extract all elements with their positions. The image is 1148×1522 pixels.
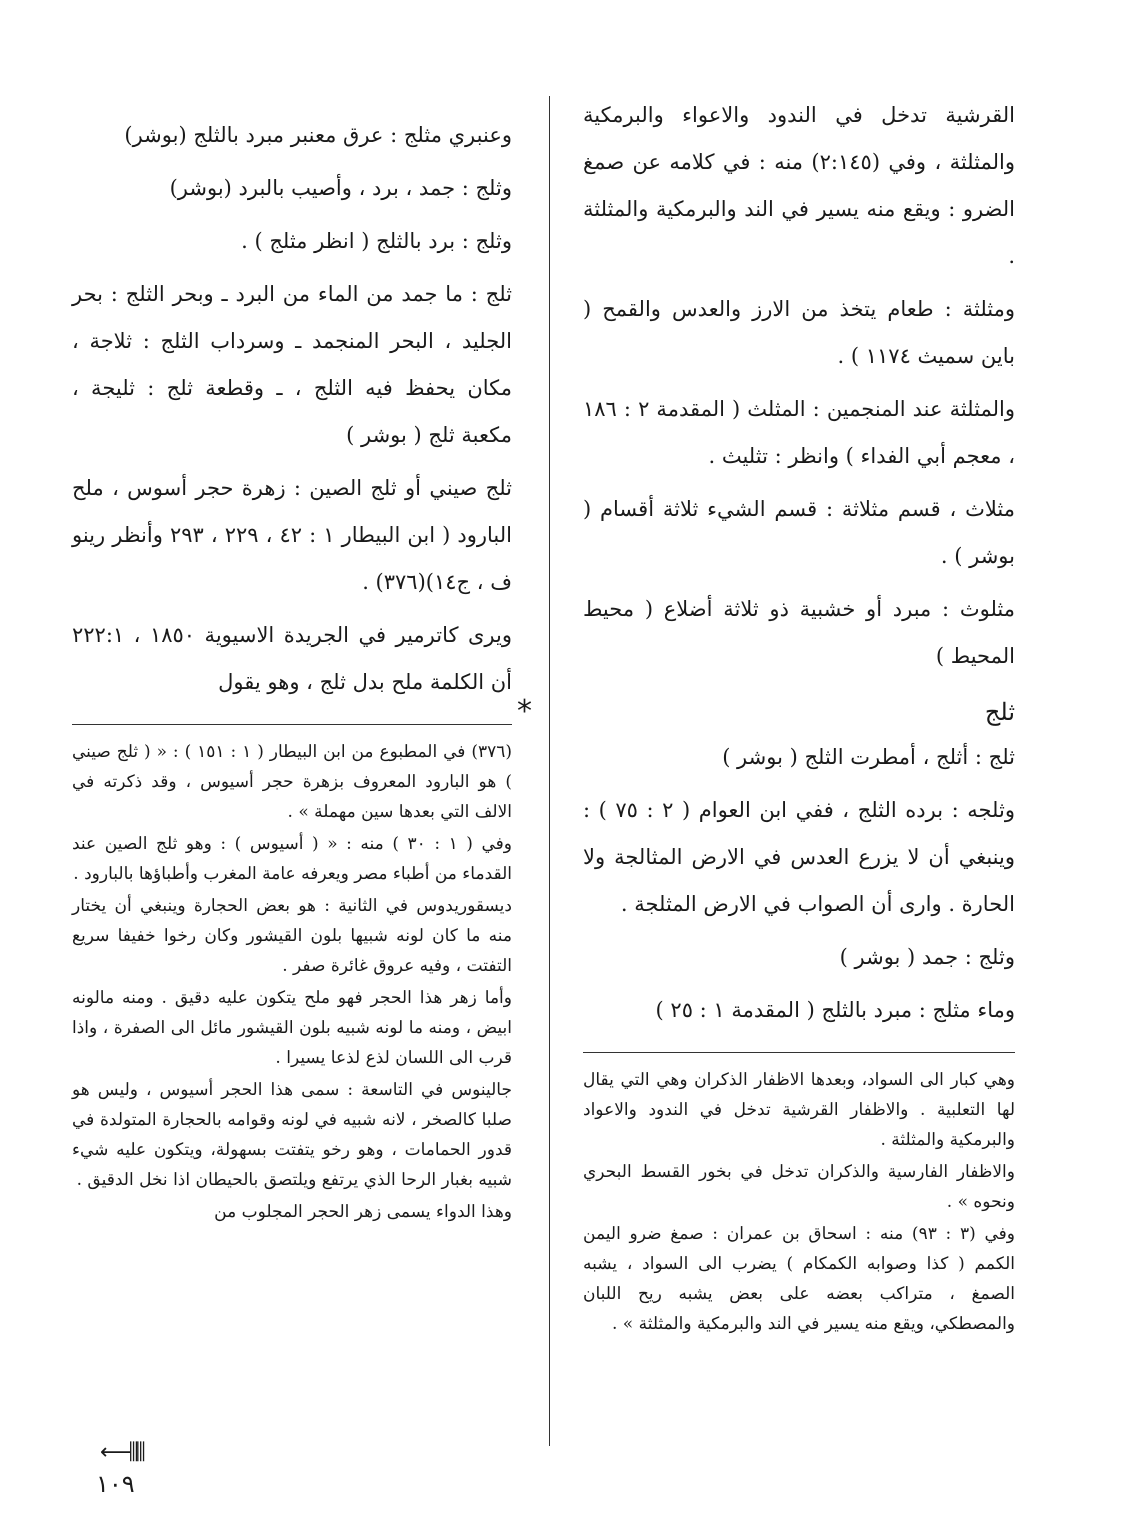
footnote: والاظفار الفارسية والذكران تدخل في بخور القسط البحري ونحوه » . bbox=[583, 1162, 1015, 1212]
right-main-text bbox=[517, 92, 1015, 1034]
footnote: ديسقوريدوس في الثانية : هو بعض الحجارة وينبغي أن يختار منه ما كان لونه شبيها بلون القيشور وكان رخوا خفيفا سريع التفتت ، وفيه عروق غائرة صفر . bbox=[72, 896, 512, 976]
left-column bbox=[72, 112, 512, 1229]
paragraph: وثلج : جمد ( بوشر ) bbox=[839, 945, 1015, 969]
paragraph: مثلوث : مبرد أو خشبية ذو ثلاثة أضلاع ( محيط المحيط ) bbox=[583, 597, 1015, 668]
paragraph: وثلج : جمد ، برد ، وأصيب بالبرد (بوشر) bbox=[169, 176, 512, 200]
column-divider bbox=[549, 96, 550, 1446]
paragraph: ويرى كاترمير في الجريدة الاسيوية ١٨٥٠ ، ٢٢٢:١ أن الكلمة ملح بدل ثلج ، وهو يقول bbox=[72, 623, 512, 694]
footnote: جالينوس في التاسعة : سمى هذا الحجر أسيوس ، وليس هو صلبا كالصخر ، لانه شبيه في لونه وقوامه بالحجارة المتولدة في قدور الحمامات ، وهو رخو يتفتت بسهولة، ويتكون عليه شيء شبيه بغبار الرحا الذي يرتفع ويلتصق بالحيطان اذا نخل الدقيق . bbox=[72, 1080, 512, 1190]
entry-heading bbox=[517, 690, 1015, 734]
footnote-divider bbox=[72, 724, 512, 725]
paragraph: والمثلثة عند المنجمين : المثلث ( المقدمة ٢ : ١٨٦ ، معجم أبي الفداء ) وانظر : تثليث . bbox=[583, 397, 1015, 468]
footnote: وأما زهر هذا الحجر فهو ملح يتكون عليه دقيق . ومنه مالونه ابيض ، ومنه ما لونه شبيه بلون القيشور مائل الى الصفرة ، واذا قرب الى اللسان لذع لذعا يسيرا . bbox=[72, 988, 512, 1068]
asterisk-icon: * bbox=[517, 694, 532, 729]
paragraph: ثلج : أثلج ، أمطرت الثلج ( بوشر ) bbox=[722, 745, 1015, 769]
entry-heading-text: ثلج bbox=[984, 698, 1015, 726]
footnote: وفي (٣ : ٩٣) منه : اسحاق بن عمران : صمغ ضرو اليمن الكمم ( كذا وصوابه الكمكام ) يضرب الى السواد ، يشبه الصمغ ، متراكب بعضه على بعض يشبه ريح اللبان والمصطكي، ويقع منه يسير في الند والبرمكية والمثلثة » . bbox=[583, 1224, 1015, 1334]
left-footnotes bbox=[72, 737, 512, 1227]
right-column bbox=[517, 92, 1015, 1341]
paragraph: القرشية تدخل في الندود والاعواء والبرمكية والمثلثة ، وفي (٢:١٤٥) منه : في كلامه عن صمغ الضرو : ويقع منه يسير في الند والبرمكية والمثلثة . bbox=[583, 103, 1015, 268]
left-main-text bbox=[72, 112, 512, 706]
paragraph: ثلج صيني أو ثلج الصين : زهرة حجر أسوس ، ملح البارود ( ابن البيطار ١ : ٤٢ ، ٢٢٩ ، ٢٩٣ وأنظر رينو ف ، ج١٤)(٣٧٦) . bbox=[72, 476, 512, 594]
paragraph: ومثلثة : طعام يتخذ من الارز والعدس والقمح ( باين سميث ١١٧٤ ) . bbox=[583, 297, 1015, 368]
paragraph: وثلجه : برده الثلج ، ففي ابن العوام ( ٢ : ٧٥ ) : وينبغي أن لا يزرع العدس في الارض المثالجة ولا الحارة . وارى أن الصواب في الارض المثلجة . bbox=[583, 798, 1015, 916]
right-footnotes bbox=[583, 1065, 1015, 1339]
paragraph: وثلج : برد بالثلج ( انظر مثلج ) . bbox=[241, 229, 512, 253]
paragraph: وماء مثلج : مبرد بالثلج ( المقدمة ١ : ٢٥ ) bbox=[655, 998, 1015, 1022]
paragraph: ثلج : ما جمد من الماء من البرد ـ وبحر الثلج : بحر الجليد ، البحر المنجمد ـ وسرداب الثلج : ثلاجة ، مكان يحفظ فيه الثلج ، ـ وقطعة ثلج : ثليجة ، مكعبة ثلج ( بوشر ) bbox=[72, 282, 512, 447]
paragraph: مثلاث ، قسم مثلاثة : قسم الشيء ثلاثة أقسام ( بوشر ) . bbox=[583, 497, 1015, 568]
footnote: وهي كبار الى السواد، وبعدها الاظفار الذكران وهي التي يقال لها التعلبية . والاظفار القرشية تدخل في الندود والاعواد والبرمكية والمثلثة . bbox=[583, 1070, 1015, 1150]
footnote: وهذا الدواء يسمى زهر الحجر المجلوب من bbox=[214, 1202, 512, 1222]
footnote-divider bbox=[583, 1052, 1015, 1053]
page-number: ١٠٩ bbox=[96, 1470, 135, 1498]
continuation-arrow-icon: ⟵⫼⫼ bbox=[100, 1440, 143, 1465]
footnote: وفي ( ١ : ٣٠ ) منه : « ( أسيوس ) : وهو ثلج الصين عند القدماء من أطباء مصر ويعرفه عامة المغرب وأطباؤها بالبارود . bbox=[72, 834, 512, 884]
footnote: (٣٧٦) في المطبوع من ابن البيطار ( ١ : ١٥١ ) : « ( ثلج صيني ) هو البارود المعروف بزهرة حجر أسيوس ، وقد ذكرته في الالف التي بعدها سين مهملة » . bbox=[72, 742, 513, 822]
paragraph: وعنبري مثلج : عرق معنبر مبرد بالثلج (بوشر) bbox=[124, 123, 512, 147]
